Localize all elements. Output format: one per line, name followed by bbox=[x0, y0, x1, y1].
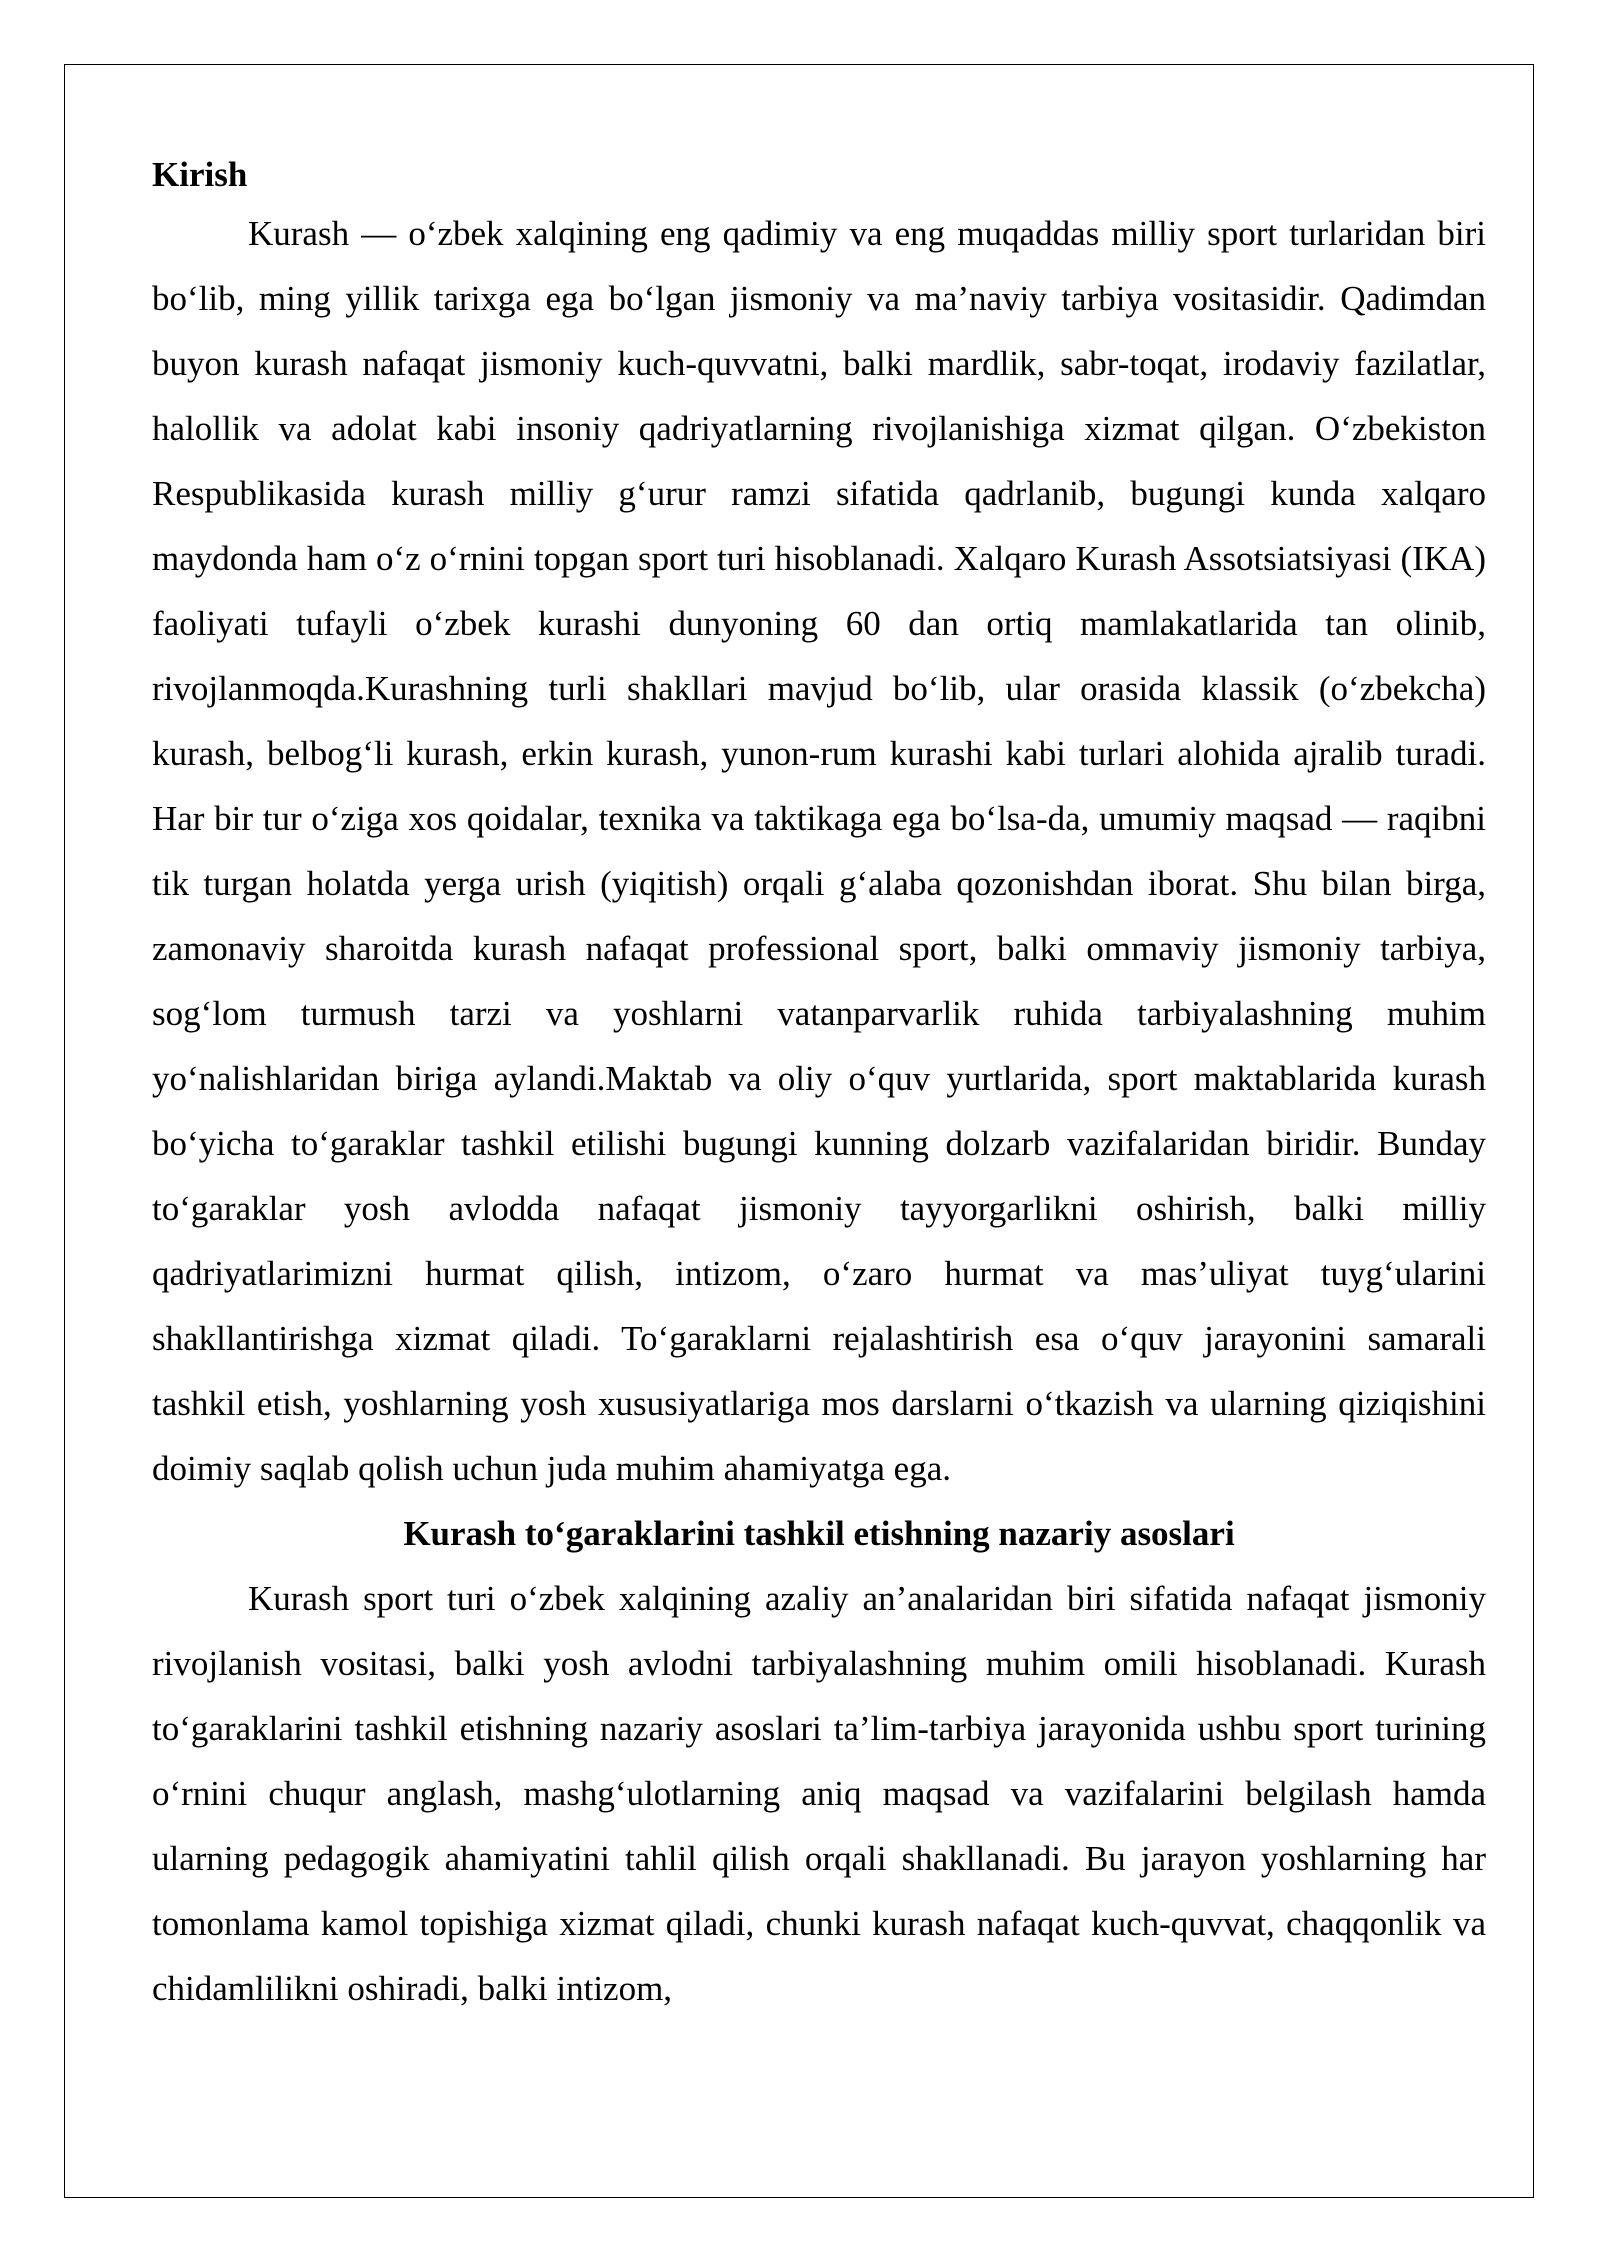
paragraph-theory: Kurash sport turi o‘zbek xalqining azaliy an’analaridan biri sifatida nafaqat jismoniy rivojlanish vositasi, balki yosh avlodni tarbiyalashning muhim omili hisoblanadi. Kurash to‘garaklarini tashkil etishning nazariy asoslari ta’lim-tarbiya jarayonida ushbu sport turining o‘rnini chuqur anglash, mashg‘ulotlarning aniq maqsad va vazifalarini belgilash hamda ularning pedagogik ahamiyatini tahlil qilish orqali shakllanadi. Bu jarayon yoshlarning har tomonlama kamol topishiga xizmat qiladi, chunki kurash nafaqat kuch-quvvat, chaqqonlik va chidamlilikni oshiradi, balki intizom, bbox=[152, 1579, 1486, 2008]
paragraph-introduction: Kurash — o‘zbek xalqining eng qadimiy va eng muqaddas milliy sport turlaridan biri bo‘lib, ming yillik tarixga ega bo‘lgan jismoniy va ma’naviy tarbiya vositasidir. Qadimdan buyon kurash nafaqat jismoniy kuch-quvvatni, balki mardlik, sabr-toqat, irodaviy fazilatlar, halollik va adolat kabi insoniy qadriyatlarning rivojlanishiga xizmat qilgan. O‘zbekiston Respublikasida kurash milliy g‘urur ramzi sifatida qadrlanib, bugungi kunda xalqaro maydonda ham o‘z o‘rnini topgan sport turi hisoblanadi. Xalqaro Kurash Assotsiatsiyasi (IKA) faoliyati tufayli o‘zbek kurashi dunyoning 60 dan ortiq mamlakatlarida tan olinib, rivojlanmoqda.Kurashning turli shakllari mavjud bo‘lib, ular orasida klassik (o‘zbekcha) kurash, belbog‘li kurash, erkin kurash, yunon-rum kurashi kabi turlari alohida ajralib turadi. Har bir tur o‘ziga xos qoidalar, texnika va taktikaga ega bo‘lsa-da, umumiy maqsad — raqibni tik turgan holatda yerga urish (yiqitish) orqali g‘alaba qozonishdan iborat. Shu bilan birga, zamonaviy sharoitda kurash nafaqat professional sport, balki ommaviy jismoniy tarbiya, sog‘lom turmush tarzi va yoshlarni vatanparvarlik ruhida tarbiyalashning muhim yo‘nalishlaridan biriga aylandi.Maktab va oliy o‘quv yurtlarida, sport maktablarida kurash bo‘yicha to‘garaklar tashkil etilishi bugungi kunning dolzarb vazifalaridan biridir. Bunday to‘garaklar yosh avlodda nafaqat jismoniy tayyorgarlikni oshirish, balki milliy qadriyatlarimizni hurmat qilish, intizom, o‘zaro hurmat va mas’uliyat tuyg‘ularini shakllantirishga xizmat qiladi. To‘garaklarni rejalashtirish esa o‘quv jarayonini samarali tashkil etish, yoshlarning yosh xususiyatlariga mos darslarni o‘tkazish va ularning qiziqishini doimiy saqlab qolish uchun juda muhim ahamiyatga ega. bbox=[152, 214, 1486, 1488]
section-heading-introduction: Kirish bbox=[152, 155, 248, 194]
document-body bbox=[152, 148, 1486, 2021]
section-heading-theory: Kurash to‘garaklarini tashkil etishning nazariy asoslari bbox=[403, 1514, 1235, 1553]
